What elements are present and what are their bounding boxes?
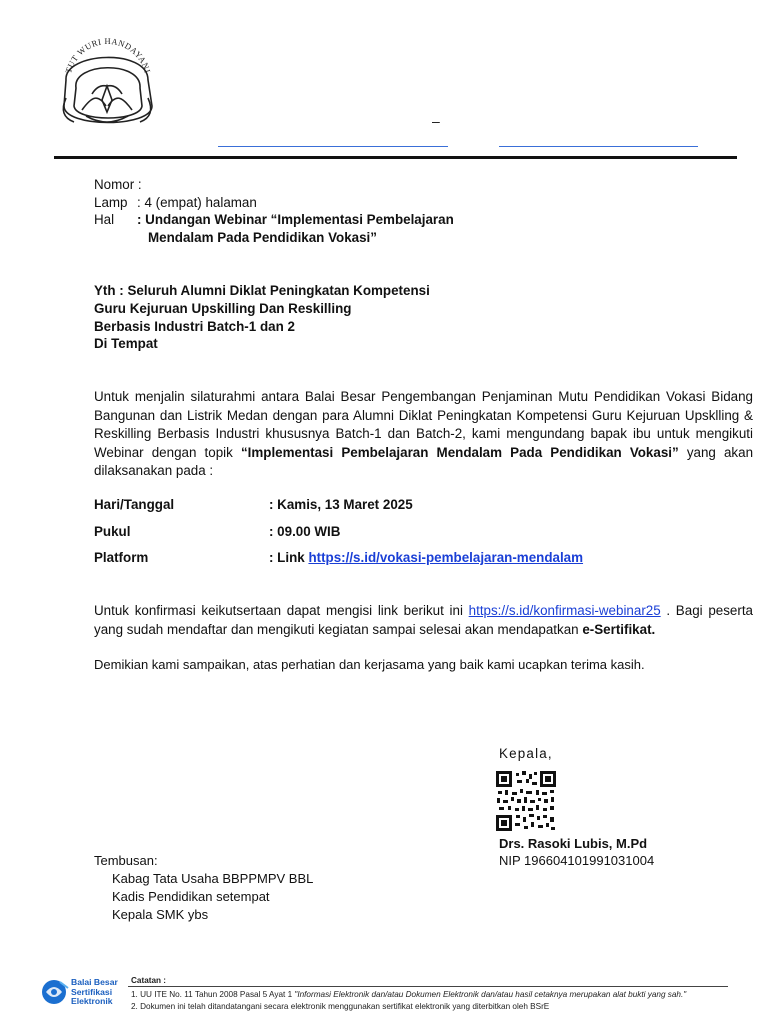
footer-note1-quote: "Informasi Elektronik dan/atau Dokumen Elektronik dan/atau hasil cetaknya merupakan alat bukti yang sah." — [294, 990, 687, 999]
header-link-underline-right — [499, 146, 698, 147]
e-certificate-text: e-Sertifikat. — [582, 621, 656, 637]
confirmation-text: Untuk konfirmasi keikutsertaan dapat mengisi link berikut ini — [94, 603, 469, 618]
confirmation-text-after: . Bagi peserta yang sudah mendaftar dan mengikuti kegiatan sampai selesai akan mendapatkan — [94, 603, 753, 637]
cc-item: Kabag Tata Usaha BBPPMPV BBL — [112, 871, 314, 886]
hal-label: Hal — [94, 212, 115, 227]
cc-item: Kadis Pendidikan setempat — [112, 889, 270, 904]
platform-value — [269, 549, 583, 567]
footer-note2: 2. Dokumen ini telah ditandatangani secara elektronik menggunakan sertifikat elektronik yang diterbitkan oleh BSrE — [131, 1002, 550, 1011]
cc-item: Kepala SMK ybs — [112, 907, 209, 922]
bsre-logo — [40, 978, 70, 1006]
date-value: : Kamis, 13 Maret 2025 — [269, 497, 413, 512]
cc-label: Tembusan: — [94, 853, 158, 868]
logo-motto: TUT WURI HANDAYANI — [63, 36, 153, 75]
footer-note1-prefix: 1. UU ITE No. 11 Tahun 2008 Pasal 5 Ayat 1 — [131, 990, 295, 999]
date-label: Hari/Tanggal — [94, 497, 175, 512]
confirmation-paragraph — [94, 602, 753, 639]
recipient-line2: Guru Kejuruan Upskilling Dan Reskilling — [94, 301, 352, 316]
footer-note1 — [131, 989, 686, 1000]
footer-catatan: Catatan : — [131, 976, 167, 985]
hal-value-line1: : Undangan Webinar “Implementasi Pembelajaran — [137, 212, 454, 227]
bsre-line1: Balai Besar — [71, 977, 118, 987]
bsre-line3: Elektronik — [71, 996, 113, 1007]
webinar-link[interactable]: https://s.id/vokasi-pembelajaran-mendalam — [308, 550, 584, 565]
intro-paragraph — [94, 388, 753, 481]
lamp-value: : 4 (empat) halaman — [137, 195, 257, 210]
bsre-line2: Sertifikasi — [71, 986, 113, 997]
recipient-line1: Yth : Seluruh Alumni Diklat Peningkatan Kompetensi — [94, 283, 430, 298]
platform-prefix: : Link — [269, 550, 309, 565]
letterhead-rule — [54, 156, 737, 159]
bsre-name — [71, 978, 118, 1007]
lamp-label: Lamp — [94, 195, 128, 210]
header-link-underline-left — [218, 146, 448, 147]
signature-qr-code — [496, 771, 556, 831]
signatory-name: Drs. Rasoki Lubis, M.Pd — [499, 836, 648, 851]
intro-text: Untuk menjalin silaturahmi antara Balai Besar Pengembangan Penjaminan Mutu Pendidikan Vokasi Bidang Bangunan dan Listrik Medan dengan para Alumni Diklat Peningkatan Kompetensi Guru Kejuruan Upsklling & Reskilling Berbasis Industri khususnya Batch-1 dan Batch-2, kami mengundang bapak ibu untuk mengikuti Webinar dengan topik — [94, 389, 753, 460]
signature-title: Kepala, — [499, 746, 553, 761]
hal-value-line2: Mendalam Pada Pendidikan Vokasi” — [148, 230, 377, 245]
platform-label: Platform — [94, 550, 149, 565]
tut-wuri-handayani-logo — [52, 36, 162, 144]
header-dash: – — [432, 113, 440, 129]
signatory-nip: NIP 196604101991031004 — [499, 853, 655, 868]
time-label: Pukul — [94, 524, 131, 539]
footer-rule — [128, 986, 728, 987]
closing-text: Demikian kami sampaikan, atas perhatian dan kerjasama yang baik kami ucapkan terima kasih. — [94, 657, 645, 672]
recipient-location: Di Tempat — [94, 336, 158, 351]
intro-end-text: yang akan dilaksanakan pada : — [94, 444, 754, 478]
nomor-label: Nomor : — [94, 177, 142, 192]
time-value: : 09.00 WIB — [269, 524, 341, 539]
webinar-topic: “Implementasi Pembelajaran Mendalam Pada Pendidikan Vokasi” — [240, 444, 679, 460]
confirmation-link[interactable]: https://s.id/konfirmasi-webinar25 — [468, 603, 661, 618]
recipient-line3: Berbasis Industri Batch-1 dan 2 — [94, 319, 295, 334]
